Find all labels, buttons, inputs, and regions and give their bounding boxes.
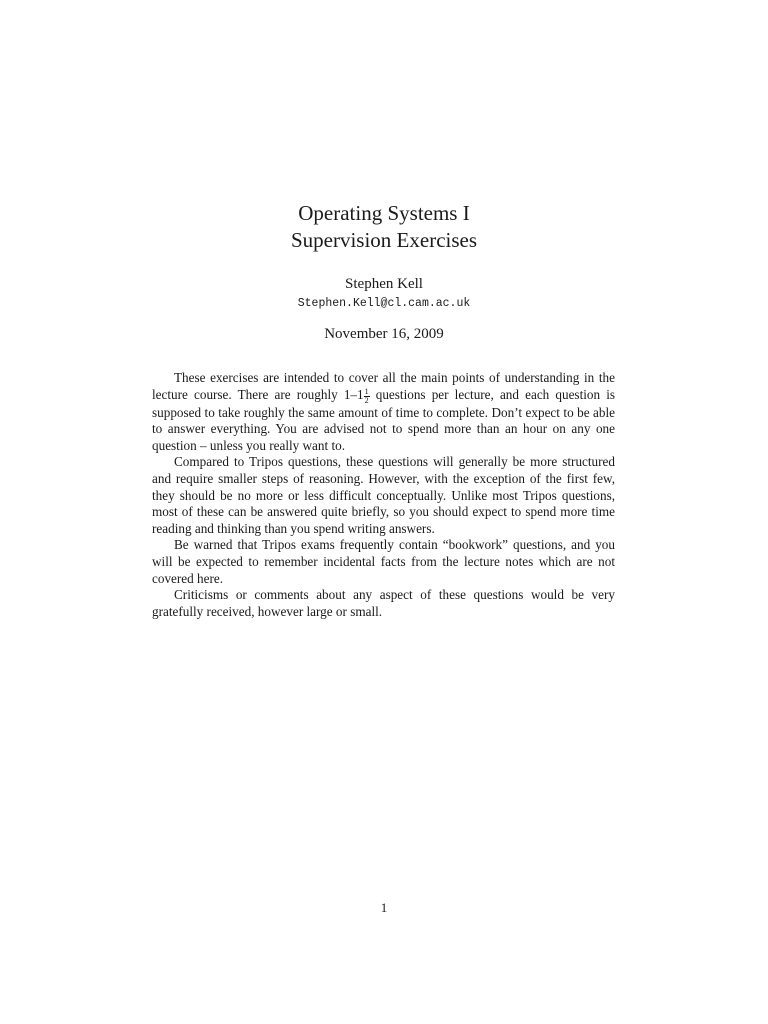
title-block (0, 200, 768, 343)
document-date: November 16, 2009 (324, 326, 444, 342)
author-email: Stephen.Kell@cl.cam.ac.uk (297, 297, 471, 310)
paragraph-2: Compared to Tripos questions, these questions will generally be more structured and require smaller steps of reasoning. However, with the exception of the first few, they should be no more or less difficult conceptually. Unlike most Tripos questions, most of these can be answered quite briefly, so you should expect to spend more time reading and thinking than you spend writing answers. (152, 454, 615, 536)
paragraph-1-start: These exercises are intended to cover all the main points of understanding in the lecture course. There are roughly 1–1 (152, 370, 615, 402)
intro-text (152, 370, 615, 620)
document-title-line-2: Supervision Exercises (290, 228, 478, 252)
fraction-denominator: 2 (364, 395, 369, 405)
paragraph-4: Criticisms or comments about any aspect of these questions would be very gratefully received, however large or small. (152, 587, 615, 619)
paragraph-1-end: questions per lecture, and each question is supposed to take roughly the same amount of time to complete. Don’t expect to be able to answer everything. You are advised not to spend more than an hour on any one question – unless you really want to. (152, 386, 615, 453)
paragraph-3: Be warned that Tripos exams frequently contain “bookwork” questions, and you will be expected to remember incidental facts from the lecture notes which are not covered here. (152, 537, 615, 586)
document-title-line-1: Operating Systems I (298, 201, 470, 225)
fraction-numerator: 1 (364, 386, 369, 396)
author-name: Stephen Kell (345, 276, 423, 292)
page-number: 1 (380, 900, 388, 915)
paragraph-1 (152, 370, 615, 454)
